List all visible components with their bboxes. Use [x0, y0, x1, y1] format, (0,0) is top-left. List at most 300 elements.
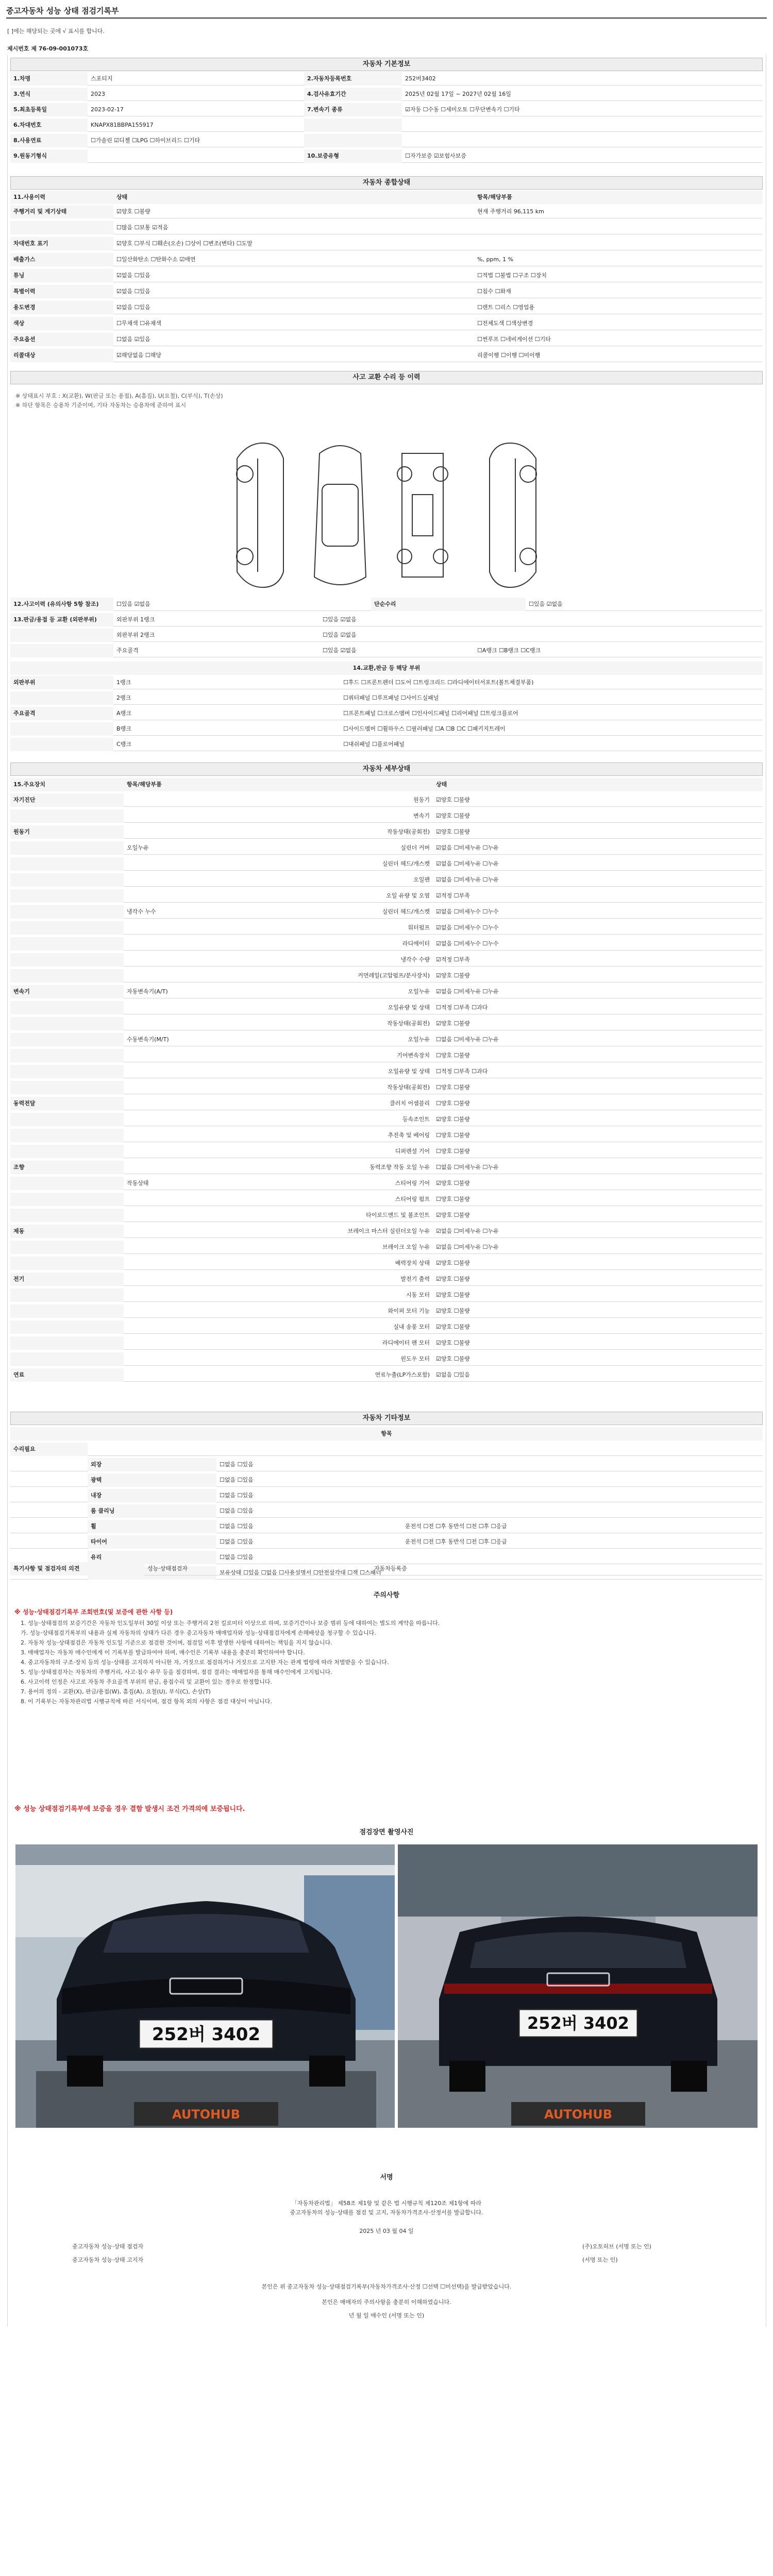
- other-extra: [402, 1458, 763, 1471]
- detail-state: ☑양호 ☐불량: [436, 1260, 470, 1266]
- other-item: 휠: [88, 1520, 216, 1533]
- sign-notifier-value: (서명 또는 인): [582, 2257, 618, 2263]
- overall-row: [10, 301, 763, 314]
- notes-head: ※ 성능·상태점검기록부 조회번호(및 보증에 관한 사항 등): [14, 1608, 173, 1616]
- accident-part-row: [10, 676, 763, 689]
- detail-state: ☑양호 ☐불량: [436, 1276, 470, 1282]
- basic-label: 3.연식: [10, 88, 88, 101]
- detail-group: [10, 1241, 124, 1254]
- detail-row: [10, 1033, 763, 1046]
- other-extra: [402, 1473, 763, 1487]
- detail-row: [10, 1049, 763, 1062]
- other-header: 항목: [10, 1427, 763, 1440]
- basic-value: [88, 149, 304, 163]
- detail-subgroup: [124, 1241, 227, 1254]
- detail-row: [10, 1113, 763, 1126]
- overall-extra: ☐전체도색 ☐색상변경: [477, 320, 533, 327]
- detail-item: 발전기 출력: [400, 1276, 430, 1282]
- detail-row: [10, 1352, 763, 1366]
- detail-state: ☑적정 ☐부족: [436, 892, 470, 899]
- detail-item: 냉각수 수량: [400, 956, 430, 963]
- front-photo-image: [15, 1844, 395, 2128]
- note-line: 5. 성능·상태점검자는 자동차의 주행거리, 사고·침수 유무 등을 점검하며, 점검 결과는 매매업자를 통해 매수인에게 고지됩니다.: [21, 1669, 332, 1675]
- detail-group: 동력전달: [10, 1097, 124, 1110]
- detail-state: ☑양호 ☐불량: [436, 796, 470, 803]
- other-item: 외장: [88, 1458, 216, 1471]
- detail-item: 라디에이터 팬 모터: [382, 1340, 430, 1346]
- sign-notifier-label: 중고자동차 성능·상태 고지자: [72, 2257, 144, 2263]
- detail-row: [10, 1001, 763, 1014]
- detail-item: 오일유량 및 상태: [388, 1004, 430, 1011]
- accident-label: [10, 644, 113, 657]
- detail-subgroup: [124, 1129, 227, 1142]
- detail-subgroup: [124, 793, 227, 807]
- basic-value: ☑자동 ☐수동 ☐세미오토 ☐무단변속기 ☐기타: [405, 106, 520, 113]
- detail-state: ☑없음 ☐미세누유 ☐누유: [436, 876, 499, 883]
- overall-row: [10, 269, 763, 282]
- accident-sub: 외판부위 1랭크: [116, 616, 155, 623]
- sign-inspector-value: (주)오토허브 (서명 또는 인): [582, 2243, 651, 2250]
- detail-group: [10, 1001, 124, 1014]
- overall-label: 특별이력: [10, 285, 113, 298]
- other-header-row: [10, 1427, 763, 1440]
- detail-item: 실린더 헤드/개스켓: [382, 908, 430, 915]
- accident-part-row: [10, 738, 763, 751]
- detail-group: [10, 1065, 124, 1078]
- other-state: 보유상태 ☐있음 ☐없음 ☐사용설명서 ☐안전삼각대 ☐잭 ☐스패너: [220, 1569, 381, 1576]
- detail-item: 연료누출(LP가스포함): [375, 1371, 430, 1378]
- detail-item: 오일팬: [413, 876, 430, 883]
- accident-sub: 외판부위 2랭크: [116, 632, 155, 638]
- detail-item: 타이로드엔드 및 볼조인트: [366, 1212, 430, 1218]
- basic-row: [10, 103, 763, 116]
- detail-row: [10, 1209, 763, 1222]
- detail-state: ☑없음 ☐미세누유 ☐누유: [436, 860, 499, 867]
- detail-group: [10, 1193, 124, 1206]
- section-notes-title: 주의사항: [10, 1589, 763, 1603]
- basic-value: ☐가솔린 ☑디젤 ☐LPG ☐하이브리드 ☐기타: [91, 137, 200, 144]
- basic-label: 7.변속기 종류: [304, 103, 402, 116]
- detail-row: [10, 953, 763, 967]
- overall-extra: 현재 주행거리 96,115 km: [477, 208, 544, 215]
- detail-item: 와이퍼 모터 기능: [388, 1308, 430, 1314]
- detail-item: 클러치 어셈블리: [390, 1100, 430, 1107]
- detail-item: 작동상태(공회전): [387, 1084, 430, 1091]
- detail-header-row: [10, 778, 763, 791]
- detail-row: [10, 1273, 763, 1286]
- detail-group: [10, 1289, 124, 1302]
- overall-label: 주행거리 및 계기상태: [10, 205, 113, 218]
- other-row: [10, 1458, 763, 1471]
- overall-row: [10, 253, 763, 266]
- detail-item: 시동 모터: [406, 1292, 430, 1298]
- detail-item: 동력조향 작동 오일 누유: [369, 1164, 430, 1171]
- detail-state: ☑없음 ☐미세누유 ☐누유: [436, 844, 499, 851]
- overall-label: 색상: [10, 317, 113, 330]
- detail-state: ☑양호 ☐불량: [436, 828, 470, 835]
- other-extra: 운전석 ☐전 ☐후 동반석 ☐전 ☐후 ☐응급: [405, 1523, 507, 1530]
- detail-subgroup: [124, 969, 227, 982]
- overall-extra: [474, 237, 763, 250]
- detail-row: [10, 1097, 763, 1110]
- overall-extra: ☐렌트 ☐리스 ☐영업용: [477, 304, 534, 311]
- detail-state: ☐양호 ☐불량: [436, 1196, 470, 1202]
- detail-group: [10, 1352, 124, 1366]
- detail-state: ☑양호 ☐불량: [436, 1020, 470, 1027]
- accident-part-values: ☐대쉬패널 ☐플로어패널: [343, 741, 405, 748]
- detail-subgroup: [124, 953, 227, 967]
- detail-item: 브레이크 마스터 실린더오일 누유: [347, 1228, 430, 1234]
- detail-subgroup: [124, 1209, 227, 1222]
- detail-subgroup: [124, 1049, 227, 1062]
- detail-group: [10, 1257, 124, 1270]
- sign-line-5: 년 월 일 매수인 (서명 또는 인): [348, 2312, 425, 2319]
- detail-header: 15.주요장치: [10, 778, 124, 791]
- rear-photo: [398, 1844, 758, 2128]
- car-outline-diagram: [227, 438, 546, 592]
- detail-group: [10, 809, 124, 823]
- accident-legend-1: ※ 상태표시 부호 : X(교환), W(판금 또는 용접), A(흠집), U(요철), C(부식), T(손상): [15, 393, 223, 399]
- detail-row: [10, 1225, 763, 1238]
- detail-subgroup: 수동변속기(M/T): [127, 1036, 169, 1043]
- basic-value: 252버3402: [405, 75, 436, 82]
- basic-row: [10, 88, 763, 101]
- accident-row: [10, 629, 763, 642]
- detail-row: [10, 937, 763, 951]
- detail-group: 원동기: [10, 825, 124, 839]
- accident-part-group: 주요골격: [10, 707, 113, 720]
- other-item: 룸 클리닝: [88, 1504, 216, 1518]
- detail-subgroup: [124, 825, 227, 839]
- other-row: [10, 1520, 763, 1533]
- detail-subgroup: 자동변속기(A/T): [127, 988, 168, 995]
- overall-header-row: [10, 191, 763, 204]
- detail-item: 배력장치 상태: [395, 1260, 430, 1266]
- detail-subgroup: [124, 873, 227, 887]
- detail-group: [10, 953, 124, 967]
- detail-item: 오일 유량 및 오염: [386, 892, 430, 899]
- detail-state: ☑양호 ☐불량: [436, 1355, 470, 1362]
- other-row: [10, 1535, 763, 1549]
- other-row: [10, 1489, 763, 1502]
- other-group: 수리필요: [10, 1443, 88, 1456]
- other-extra: [402, 1489, 763, 1502]
- accident-part-row: [10, 722, 763, 736]
- overall-row: [10, 221, 763, 234]
- other-state: ☐없음 ☐있음: [220, 1538, 254, 1545]
- detail-state: ☐양호 ☐불량: [436, 1052, 470, 1059]
- accident-part-group: [10, 722, 113, 736]
- detail-subgroup: [124, 1001, 227, 1014]
- overall-row: [10, 237, 763, 250]
- detail-subgroup: [124, 857, 227, 871]
- overall-header: 상태: [113, 191, 474, 204]
- detail-item: 오일유량 및 상태: [388, 1068, 430, 1075]
- accident-state: ☐있음 ☑없음: [323, 647, 357, 654]
- basic-value: KNAPX81BBPA155917: [91, 122, 154, 128]
- detail-item: 작동상태(공회전): [387, 828, 430, 835]
- detail-item: 변속기: [413, 812, 430, 819]
- note-line: 6. 사고이력 인정은 사고로 자동차 주요골격 부위의 판금, 용접수리 및 교환이 있는 경우로 한정합니다.: [21, 1679, 272, 1685]
- basic-value: 스포티지: [91, 75, 113, 82]
- accident-part-group: [10, 738, 113, 751]
- accident-label: [10, 629, 113, 642]
- detail-row: [10, 857, 763, 871]
- rear-photo-image: [398, 1844, 758, 2128]
- accident-part-rank: B랭크: [116, 725, 131, 732]
- overall-label: 차대번호 표기: [10, 237, 113, 250]
- other-item: 내장: [88, 1489, 216, 1502]
- detail-group: [10, 873, 124, 887]
- detail-item: 등속조인트: [402, 1116, 430, 1123]
- basic-row: [10, 72, 763, 86]
- detail-subgroup: 냉각수 누수: [127, 908, 156, 915]
- detail-row: [10, 809, 763, 823]
- detail-item: 오일누유: [408, 1036, 430, 1043]
- note-line: 8. 이 기록부는 자동차관리법 시행규칙에 따른 서식이며, 점검 항목 외의 사항은 점검 대상이 아닙니다.: [21, 1698, 272, 1705]
- overall-extra: 리콜이행 ☐이행 ☐미이행: [477, 352, 541, 359]
- accident-part-group: 외판부위: [10, 676, 113, 689]
- overall-extra: ☐침수 ☐화재: [477, 288, 511, 295]
- basic-value: [402, 134, 763, 147]
- detail-state: ☐없음 ☐미세누유 ☐누유: [436, 1036, 499, 1043]
- detail-group: [10, 921, 124, 935]
- basic-label: 6.차대번호: [10, 118, 88, 132]
- overall-state: ☑양호 ☐불량: [116, 208, 150, 215]
- note-line: 1. 성능·상태점검의 보증기간은 자동차 인도일부터 30일 이상 또는 주행거리 2천 킬로미터 이상으로 하며, 보증기간이나 보증 범위 등에 대하여는 별도의 계약을 따릅니다.: [21, 1620, 440, 1626]
- detail-state: ☐양호 ☐불량: [436, 1084, 470, 1091]
- other-state: ☐없음 ☐있음: [220, 1461, 254, 1468]
- detail-row: [10, 905, 763, 919]
- sign-line-3: 본인은 위 중고자동차 성능·상태점검기록부(자동차가격조사·산정 ☐선택 ☐미선택)을 발급받았습니다.: [261, 2283, 512, 2290]
- accident-part-rank: A랭크: [116, 710, 131, 717]
- accident-label: 13.판금/용접 등 교환 (외판부위): [10, 613, 113, 626]
- accident-part-rank: C랭크: [116, 741, 131, 748]
- detail-subgroup: [124, 921, 227, 935]
- detail-group: [10, 937, 124, 951]
- detail-subgroup: [124, 1273, 227, 1286]
- detail-state: ☑양호 ☐불량: [436, 1180, 470, 1187]
- detail-row: [10, 1145, 763, 1158]
- accident-state: ☐있음 ☑없음: [323, 616, 357, 623]
- basic-value: 2023-02-17: [91, 106, 124, 113]
- detail-row: [10, 889, 763, 903]
- overall-header: 11.사용이력: [10, 191, 113, 204]
- serial-number: [7, 44, 88, 53]
- detail-state: ☑없음 ☐미세누유 ☐누유: [436, 1244, 499, 1250]
- basic-label: 1.차명: [10, 72, 88, 86]
- detail-state: ☑없음 ☐미세누유 ☐누유: [436, 988, 499, 995]
- detail-state: ☑없음 ☐미세누수 ☐누수: [436, 908, 499, 915]
- basic-row: [10, 118, 763, 132]
- detail-row: [10, 921, 763, 935]
- section-photos-title: 점검장면 촬영사진: [10, 1826, 763, 1840]
- detail-row: [10, 1065, 763, 1078]
- other-state: ☐없음 ☐있음: [220, 1554, 254, 1561]
- accident-extra: ☐A랭크 ☐B랭크 ☐C랭크: [477, 647, 541, 654]
- accident-label: 12.사고이력 (유의사항 5항 참조): [10, 598, 113, 611]
- detail-group: [10, 1129, 124, 1142]
- other-row: [10, 1473, 763, 1487]
- other-item: 유리: [88, 1551, 216, 1564]
- overall-row: [10, 317, 763, 330]
- car-diagram: [227, 438, 546, 592]
- note-line: 2. 자동차 성능·상태점검은 자동차 인도일 기준으로 점검한 것이며, 점검일 이후 발생한 사항에 대하여는 책임을 지지 않습니다.: [21, 1639, 332, 1646]
- overall-extra: ☐썬루프 ☐네비게이션 ☐기타: [477, 336, 551, 343]
- detail-group: [10, 1081, 124, 1094]
- other-opinion-label: 특기사항 및 점검자의 의견: [10, 1562, 144, 1575]
- accident-legend-2: ※ 하단 항목은 승용차 기준이며, 기타 자동차는 승용차에 준하여 표시: [15, 402, 187, 409]
- detail-group: [10, 1033, 124, 1046]
- accident-part-values: ☐사이드멤버 ☐휠하우스 ☐필러패널 ☐A ☐B ☐C ☐패키지트레이: [343, 725, 506, 732]
- other-state: ☐없음 ☐있음: [220, 1477, 254, 1483]
- basic-label: [304, 118, 402, 132]
- section-overall-title: 자동차 종합상태: [10, 176, 763, 190]
- section-other-title: 자동차 기타정보: [10, 1412, 763, 1425]
- detail-item: 커먼레일(고압펌프/분사장치): [358, 972, 430, 979]
- overall-extra: [474, 221, 763, 234]
- detail-subgroup: [124, 1289, 227, 1302]
- detail-row: [10, 1241, 763, 1254]
- sign-line-1: 「자동차관리법」 제58조 제1항 및 같은 법 시행규칙 제120조 제1항에 따라: [291, 2200, 482, 2207]
- basic-label: 9.원동기형식: [10, 149, 88, 163]
- detail-subgroup: [124, 1257, 227, 1270]
- overall-row: [10, 205, 763, 218]
- detail-subgroup: [124, 937, 227, 951]
- detail-state: ☑양호 ☐불량: [436, 1292, 470, 1298]
- section-accident-title: 사고 교환 수리 등 이력: [10, 371, 763, 384]
- other-item: 타이어: [88, 1535, 216, 1549]
- detail-subgroup: [124, 1304, 227, 1318]
- overall-extra: %, ppm, 1 %: [477, 256, 514, 263]
- accident-row: [10, 644, 763, 657]
- accident-parts-title: 14.교환,판금 등 해당 부위: [10, 662, 763, 675]
- detail-subgroup: 작동상태: [127, 1180, 149, 1187]
- detail-subgroup: [124, 1017, 227, 1030]
- detail-group: [10, 1113, 124, 1126]
- title-rule: [6, 18, 767, 19]
- overall-state: ☐없음 ☑있음: [116, 336, 150, 343]
- detail-state: ☑양호 ☐불량: [436, 972, 470, 979]
- detail-subgroup: 오일누유: [127, 844, 149, 851]
- detail-state: ☑없음 ☐있음: [436, 1371, 470, 1378]
- accident-state: ☐있음 ☑없음: [116, 601, 150, 607]
- other-extra: [402, 1504, 763, 1518]
- detail-state: ☐적정 ☐부족 ☐과다: [436, 1068, 488, 1075]
- front-plate-text: 252버 3402: [152, 2024, 261, 2045]
- other-state: ☐없음 ☐있음: [220, 1507, 254, 1514]
- left-border: [7, 55, 8, 2327]
- detail-item: 워터펌프: [408, 924, 430, 931]
- detail-row: [10, 1368, 763, 1382]
- detail-state: ☑적정 ☐부족: [436, 956, 470, 963]
- rear-plate-text: 252버 3402: [527, 2013, 629, 2033]
- basic-label: 2.자동차등록번호: [304, 72, 402, 86]
- detail-state: ☑양호 ☐불량: [436, 1308, 470, 1314]
- notice-text: [ ]에는 해당되는 곳에 √ 표시를 합니다.: [7, 28, 105, 35]
- section-basic-title: 자동차 기본정보: [10, 58, 763, 71]
- detail-group: 조향: [10, 1161, 124, 1174]
- detail-row: [10, 1193, 763, 1206]
- sign-inspector-label: 중고자동차 성능·상태 점검자: [72, 2243, 144, 2250]
- basic-value: 2023: [91, 91, 105, 97]
- basic-label: [304, 134, 402, 147]
- detail-group: [10, 1209, 124, 1222]
- other-opinion-row: [10, 1562, 763, 1575]
- note-line: 3. 매매업자는 자동차 매수인에게 이 기록부를 발급하여야 하며, 매수인은 기록부 내용을 충분히 확인하여야 합니다.: [21, 1649, 305, 1656]
- accident-part-values: ☐후드 ☐프론트펜더 ☐도어 ☐트렁크리드 ☐라디에이터서포트(볼트체결부품): [343, 679, 534, 686]
- overall-row: [10, 333, 763, 346]
- detail-group: [10, 1177, 124, 1190]
- accident-parts-title-row: [10, 662, 763, 675]
- other-state: ☐없음 ☐있음: [220, 1492, 254, 1499]
- detail-subgroup: [124, 1368, 227, 1382]
- overall-label: 리콜대상: [10, 349, 113, 362]
- detail-row: [10, 1320, 763, 1334]
- notes-list: [21, 1619, 752, 1707]
- detail-subgroup: [124, 1352, 227, 1366]
- accident-state: ☐있음 ☑없음: [323, 632, 357, 638]
- overall-label: 배출가스: [10, 253, 113, 266]
- overall-state: ☑없음 ☐있음: [116, 304, 150, 311]
- accident-part-values: ☐쿼터패널 ☐루프패널 ☐사이드실패널: [343, 694, 439, 701]
- detail-group: [10, 841, 124, 855]
- overall-state: ☐많음 ☐보통 ☑적음: [116, 224, 169, 231]
- detail-item: 작동상태(공회전): [387, 1020, 430, 1027]
- detail-subgroup: [124, 1097, 227, 1110]
- detail-subgroup: [124, 889, 227, 903]
- note-line: 7. 용어의 정의 - 교환(X), 판금/용접(W), 흠집(A), 요철(U), 부식(C), 손상(T): [21, 1688, 211, 1695]
- overall-row: [10, 285, 763, 298]
- detail-row: [10, 1257, 763, 1270]
- serial-label: 제시번호: [7, 45, 29, 52]
- overall-state: ☐일산화탄소 ☐탄화수소 ☑매연: [116, 256, 196, 263]
- detail-item: 오일누유: [408, 988, 430, 995]
- detail-state: ☑양호 ☐불량: [436, 1212, 470, 1218]
- detail-subgroup: [124, 1193, 227, 1206]
- detail-group: [10, 1336, 124, 1350]
- detail-state: ☑양호 ☐불량: [436, 1324, 470, 1330]
- detail-state: ☐양호 ☐불량: [436, 1132, 470, 1139]
- overall-extra: ☐적법 ☐불법 ☐구조 ☐장치: [477, 272, 547, 279]
- basic-value: 2025년 02월 17일 ~ 2027년 02월 16일: [405, 91, 511, 97]
- overall-label: 주요옵션: [10, 333, 113, 346]
- detail-group: 제동: [10, 1225, 124, 1238]
- detail-subgroup: [124, 1065, 227, 1078]
- accident-part-row: [10, 691, 763, 705]
- detail-row: [10, 1129, 763, 1142]
- detail-group: [10, 1320, 124, 1334]
- accident-sub: 주요골격: [116, 647, 139, 654]
- front-brand-text: AUTOHUB: [172, 2107, 240, 2122]
- other-item: 광택: [88, 1473, 216, 1487]
- other-opinion-sub: 성능·상태점검자: [147, 1565, 188, 1572]
- detail-item: 스티어링 펌프: [395, 1196, 430, 1202]
- overall-label: [10, 221, 113, 234]
- detail-row: [10, 841, 763, 855]
- sign-date: 2025 년 03 월 04 일: [359, 2228, 414, 2234]
- other-row: [10, 1504, 763, 1518]
- document-title: 중고자동차 성능 상태 점검기록부: [6, 6, 119, 15]
- detail-item: 추진축 및 베어링: [388, 1132, 430, 1139]
- detail-item: 라디에이터: [402, 940, 430, 947]
- accident-row: [10, 598, 763, 611]
- detail-group: [10, 1017, 124, 1030]
- basic-row: [10, 134, 763, 147]
- overall-state: ☑없음 ☐있음: [116, 288, 150, 295]
- detail-subgroup: [124, 1320, 227, 1334]
- serial-value: 제 76-09-001073호: [31, 45, 89, 52]
